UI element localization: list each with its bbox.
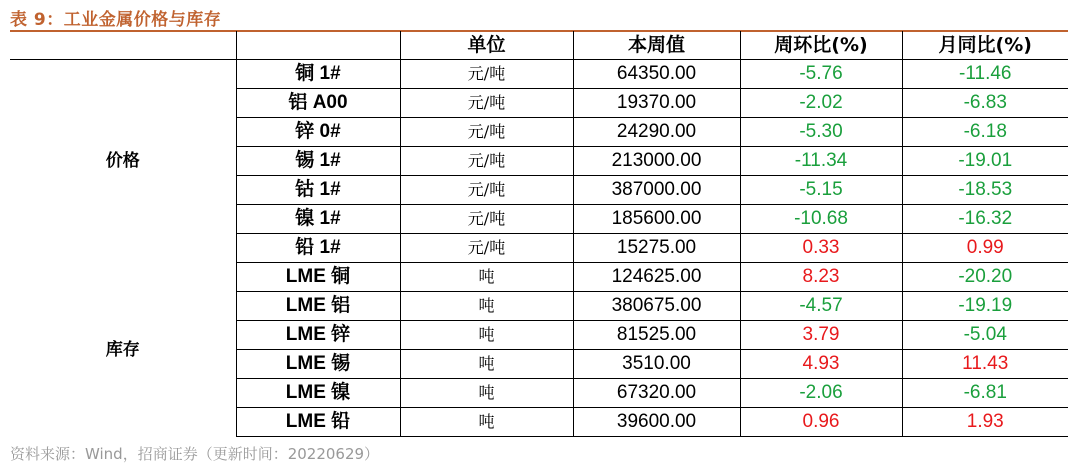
unit-cell: 吨 [400, 263, 573, 292]
yoy-cell: 1.93 [902, 408, 1068, 437]
yoy-cell: 0.99 [902, 234, 1068, 263]
wow-cell: -2.02 [740, 89, 902, 118]
wow-cell: -5.15 [740, 176, 902, 205]
source-note: 资料来源：Wind，招商证券（更新时间：20220629） [10, 445, 380, 463]
value-cell: 380675.00 [573, 292, 740, 321]
metal-name: LME 锌 [236, 321, 400, 350]
yoy-cell: -16.32 [902, 205, 1068, 234]
yoy-cell: -20.20 [902, 263, 1068, 292]
metal-name: 锌 0# [236, 118, 400, 147]
metal-name: 锡 1# [236, 147, 400, 176]
metal-name: 铝 A00 [236, 89, 400, 118]
value-cell: 185600.00 [573, 205, 740, 234]
wow-cell: -10.68 [740, 205, 902, 234]
value-cell: 64350.00 [573, 60, 740, 89]
header-yoy: 月同比(%) [902, 31, 1068, 60]
yoy-cell: -11.46 [902, 60, 1068, 89]
wow-cell: -5.76 [740, 60, 902, 89]
unit-cell: 元/吨 [400, 60, 573, 89]
value-cell: 39600.00 [573, 408, 740, 437]
value-cell: 81525.00 [573, 321, 740, 350]
yoy-cell: -6.81 [902, 379, 1068, 408]
header-row [10, 31, 1068, 60]
yoy-cell: -18.53 [902, 176, 1068, 205]
wow-cell: 8.23 [740, 263, 902, 292]
value-cell: 387000.00 [573, 176, 740, 205]
category-label: 库存 [105, 339, 140, 360]
yoy-cell: -6.83 [902, 89, 1068, 118]
wow-cell: -4.57 [740, 292, 902, 321]
value-cell: 67320.00 [573, 379, 740, 408]
unit-cell: 元/吨 [400, 89, 573, 118]
table-row [10, 263, 1068, 292]
unit-cell: 吨 [400, 408, 573, 437]
header-item [236, 31, 400, 60]
wow-cell: 0.33 [740, 234, 902, 263]
metal-name: LME 铜 [236, 263, 400, 292]
yoy-cell: 11.43 [902, 350, 1068, 379]
unit-cell: 元/吨 [400, 147, 573, 176]
yoy-cell: -6.18 [902, 118, 1068, 147]
yoy-cell: -19.19 [902, 292, 1068, 321]
metal-name: 铜 1# [236, 60, 400, 89]
wow-cell: 4.93 [740, 350, 902, 379]
header-unit: 单位 [400, 31, 573, 60]
table-title: 表 9：工业金属价格与库存 [10, 10, 222, 30]
header-category [10, 31, 236, 60]
unit-cell: 元/吨 [400, 176, 573, 205]
unit-cell: 吨 [400, 379, 573, 408]
yoy-cell: -5.04 [902, 321, 1068, 350]
value-cell: 3510.00 [573, 350, 740, 379]
value-cell: 213000.00 [573, 147, 740, 176]
metal-name: 铅 1# [236, 234, 400, 263]
unit-cell: 吨 [400, 292, 573, 321]
metals-table [10, 31, 1068, 437]
metal-name: LME 铝 [236, 292, 400, 321]
metal-name: 镍 1# [236, 205, 400, 234]
metal-name: 钴 1# [236, 176, 400, 205]
wow-cell: 3.79 [740, 321, 902, 350]
value-cell: 124625.00 [573, 263, 740, 292]
category-label: 价格 [105, 151, 140, 172]
unit-cell: 元/吨 [400, 205, 573, 234]
wow-cell: -11.34 [740, 147, 902, 176]
unit-cell: 元/吨 [400, 118, 573, 147]
metal-name: LME 镍 [236, 379, 400, 408]
metal-name: LME 铅 [236, 408, 400, 437]
metal-name: LME 锡 [236, 350, 400, 379]
table-body [10, 60, 1068, 437]
value-cell: 19370.00 [573, 89, 740, 118]
header-value: 本周值 [573, 31, 740, 60]
value-cell: 15275.00 [573, 234, 740, 263]
wow-cell: 0.96 [740, 408, 902, 437]
value-cell: 24290.00 [573, 118, 740, 147]
wow-cell: -5.30 [740, 118, 902, 147]
unit-cell: 元/吨 [400, 234, 573, 263]
header-wow: 周环比(%) [740, 31, 902, 60]
unit-cell: 吨 [400, 321, 573, 350]
unit-cell: 吨 [400, 350, 573, 379]
yoy-cell: -19.01 [902, 147, 1068, 176]
wow-cell: -2.06 [740, 379, 902, 408]
table-row [10, 60, 1068, 89]
